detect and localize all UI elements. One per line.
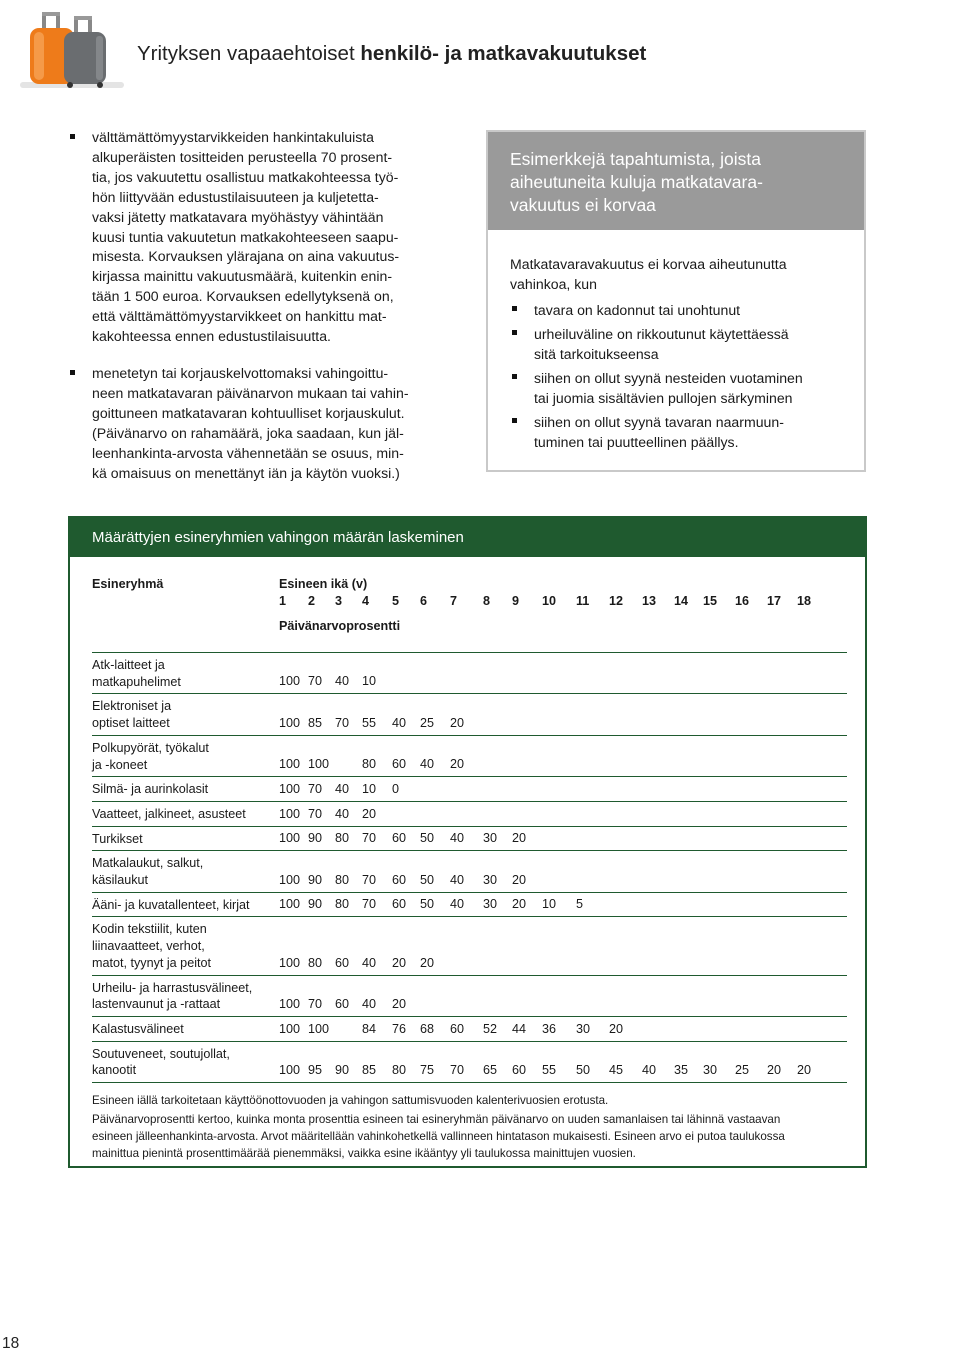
row-label-line: kanootit bbox=[92, 1063, 137, 1078]
row-label-line: ja -koneet bbox=[92, 757, 148, 772]
percent-cell: 70 bbox=[308, 781, 323, 796]
percent-cell: 25 bbox=[420, 715, 435, 730]
row-label bbox=[92, 777, 277, 801]
age-column-label: 9 bbox=[512, 594, 520, 608]
heading-line: Esimerkkejä tapahtumista, joista bbox=[510, 149, 761, 169]
age-column-label: 3 bbox=[335, 594, 343, 608]
text-line: goittuneen matkatavaran kohtuulliset korjauskulut. bbox=[92, 404, 405, 421]
percent-cell: 60 bbox=[335, 955, 350, 970]
percent-cell: 60 bbox=[392, 872, 407, 887]
text-line: että välttämättömyystarvikkeet on hankittu mat- bbox=[92, 308, 387, 325]
percent-cell: 60 bbox=[512, 1063, 527, 1078]
percent-cell: 90 bbox=[308, 872, 323, 887]
percent-cell: 90 bbox=[308, 897, 323, 912]
percent-cell: 40 bbox=[335, 806, 350, 821]
percent-cell: 10 bbox=[362, 674, 377, 689]
text-line: Matkatavaravakuutus ei korvaa aiheutunutta bbox=[510, 256, 787, 272]
percent-cell: 100 bbox=[279, 996, 301, 1011]
percent-cell: 20 bbox=[392, 996, 407, 1011]
row-label-line: Polkupyörät, työkalut bbox=[92, 740, 209, 755]
table-row bbox=[92, 801, 847, 826]
percent-cell: 100 bbox=[279, 831, 301, 846]
coverage-list bbox=[68, 128, 440, 483]
row-label bbox=[92, 736, 277, 776]
percent-cell: 90 bbox=[335, 1063, 350, 1078]
row-label bbox=[92, 1042, 277, 1082]
percent-cell: 40 bbox=[335, 781, 350, 796]
percent-cell: 100 bbox=[279, 757, 301, 772]
percent-cell: 20 bbox=[420, 955, 435, 970]
list-item bbox=[510, 324, 842, 364]
row-label bbox=[92, 802, 277, 826]
page-number: 18 bbox=[2, 1335, 20, 1352]
percent-cell: 76 bbox=[392, 1021, 407, 1036]
table-column-header bbox=[70, 557, 865, 653]
text-line: välttämättömyystarvikkeiden hankintakuluista bbox=[92, 129, 375, 145]
percent-cell: 40 bbox=[420, 757, 435, 772]
text-line: kä omaisuus on menettänyt iän ja käytön vuoksi.) bbox=[92, 464, 400, 481]
age-column-label: 5 bbox=[392, 594, 400, 608]
row-label-line: käsilaukut bbox=[92, 873, 149, 888]
table-rows bbox=[92, 652, 847, 1164]
list-item bbox=[68, 128, 440, 347]
exclusions-body bbox=[488, 230, 864, 452]
row-label bbox=[92, 694, 277, 734]
percent-cell: 100 bbox=[279, 781, 301, 796]
page-title-regular: Yrityksen vapaaehtoiset bbox=[137, 42, 361, 65]
percent-cell: 100 bbox=[279, 1063, 301, 1078]
row-label bbox=[92, 976, 277, 1016]
text-line: sitä tarkoitukseensa bbox=[534, 346, 659, 362]
age-column-label: 17 bbox=[767, 594, 782, 608]
percent-cell: 50 bbox=[420, 872, 435, 887]
percent-cell: 100 bbox=[308, 757, 330, 772]
percent-cell: 36 bbox=[542, 1021, 557, 1036]
percent-cell: 60 bbox=[392, 897, 407, 912]
row-label-line: lastenvaunut ja -rattaat bbox=[92, 997, 221, 1012]
age-column-label: 15 bbox=[703, 594, 718, 608]
percent-cell: 85 bbox=[308, 715, 323, 730]
percent-cell: 80 bbox=[392, 1063, 407, 1078]
table-row bbox=[92, 1041, 847, 1082]
row-label bbox=[92, 917, 277, 974]
percent-cell: 35 bbox=[674, 1063, 689, 1078]
percent-cell: 20 bbox=[797, 1063, 812, 1078]
percent-cell: 40 bbox=[335, 674, 350, 689]
percent-cell: 70 bbox=[362, 897, 377, 912]
age-column-label: 18 bbox=[797, 594, 812, 608]
percent-cell: 10 bbox=[362, 781, 377, 796]
percent-cell: 60 bbox=[450, 1021, 465, 1036]
exclusions-heading bbox=[488, 132, 864, 230]
row-label-line: Turkikset bbox=[92, 831, 143, 846]
table-row bbox=[92, 776, 847, 801]
percent-cell: 84 bbox=[362, 1021, 377, 1036]
row-label-line: Silmä- ja aurinkolasit bbox=[92, 782, 209, 797]
percent-cell: 60 bbox=[392, 831, 407, 846]
percent-cell: 68 bbox=[420, 1021, 435, 1036]
row-label-line: Matkalaukut, salkut, bbox=[92, 856, 204, 871]
text-line: siihen on ollut syynä nesteiden vuotaminen bbox=[534, 370, 803, 386]
text-line: (Päivänarvo on rahamäärä, joka saadaan, kun jäl- bbox=[92, 424, 404, 441]
list-item bbox=[510, 368, 842, 408]
luggage-icon bbox=[18, 6, 128, 90]
percent-cell: 52 bbox=[483, 1021, 498, 1036]
text-line: kirjassa mainittu vakuutusmäärä, kuitenkin enin- bbox=[92, 268, 393, 285]
percent-cell: 100 bbox=[279, 955, 301, 970]
percent-cell: 40 bbox=[362, 996, 377, 1011]
text-line: siihen on ollut syynä tavaran naarmuun- bbox=[534, 414, 784, 430]
percent-cell: 60 bbox=[392, 757, 407, 772]
age-column-label: 14 bbox=[674, 594, 689, 608]
row-label-line: Urheilu- ja harrastusvälineet, bbox=[92, 980, 253, 995]
percent-cell: 20 bbox=[609, 1021, 624, 1036]
percent-cell: 20 bbox=[450, 715, 465, 730]
heading-line: vakuutus ei korvaa bbox=[510, 195, 656, 215]
list-item bbox=[510, 300, 842, 320]
row-label-line: Vaatteet, jalkineet, asusteet bbox=[92, 806, 246, 821]
percent-cell: 40 bbox=[450, 872, 465, 887]
percent-cell: 45 bbox=[609, 1063, 624, 1078]
percent-cell: 55 bbox=[362, 715, 377, 730]
age-column-label: 4 bbox=[362, 594, 370, 608]
percent-cell: 20 bbox=[512, 831, 527, 846]
age-column-label: 12 bbox=[609, 594, 624, 608]
list-item bbox=[68, 364, 440, 483]
text-line: tään 1 500 euroa. Korvauksen edellytyksenä on, bbox=[92, 288, 394, 305]
row-label-line: Atk-laitteet ja bbox=[92, 658, 165, 672]
row-label-line: matot, tyynyt ja peitot bbox=[92, 955, 211, 970]
row-label bbox=[92, 893, 277, 917]
percent-cell: 70 bbox=[362, 872, 377, 887]
percent-cell: 40 bbox=[450, 897, 465, 912]
text-line: hön liittyvään edustustilaisuuteen ja kuljetetta- bbox=[92, 188, 379, 205]
percent-cell: 70 bbox=[362, 831, 377, 846]
table-row bbox=[92, 735, 847, 776]
row-label bbox=[92, 1017, 277, 1041]
row-label-line: liinavaatteet, verhot, bbox=[92, 939, 205, 954]
page-title bbox=[137, 42, 646, 66]
percent-cell: 100 bbox=[279, 897, 301, 912]
percent-cell: 90 bbox=[308, 831, 323, 846]
percent-cell: 30 bbox=[703, 1063, 718, 1078]
row-label-line: Ääni- ja kuvatallenteet, kirjat bbox=[92, 897, 250, 912]
text-line: tia, jos vakuutettu osallistuu matkakohteessa työ- bbox=[92, 168, 399, 185]
percent-cell: 80 bbox=[335, 831, 350, 846]
exclusions-box bbox=[486, 130, 866, 472]
percent-cell: 100 bbox=[279, 872, 301, 887]
percent-cell: 100 bbox=[279, 715, 301, 730]
percent-cell: 20 bbox=[512, 897, 527, 912]
row-label-line: Kalastusvälineet bbox=[92, 1021, 184, 1036]
footnote-line: esineen jälleenhankinta-arvosta. Arvot määritellään vahinkohetkellä vallinneen hintatason mukaisesti. Esineen arvo ei putoa taulukossa bbox=[92, 1130, 785, 1144]
text-line: tuminen tai puutteellinen päällys. bbox=[534, 434, 739, 450]
percent-cell: 50 bbox=[420, 831, 435, 846]
percent-cell: 95 bbox=[308, 1063, 323, 1078]
table-row bbox=[92, 916, 847, 974]
table-row bbox=[92, 975, 847, 1016]
text-line: kuusi tuntia vakuutetun matkakohteeseen saapu- bbox=[92, 228, 399, 245]
footnote bbox=[92, 1111, 847, 1162]
footnote bbox=[92, 1092, 847, 1109]
text-line: alkuperäisten tositteiden perusteella 70 prosent- bbox=[92, 148, 393, 165]
percent-cell: 75 bbox=[420, 1063, 435, 1078]
percent-cell: 20 bbox=[362, 806, 377, 821]
footnote-line: Päivänarvoprosentti kertoo, kuinka monta prosenttia esineen tai esineryhmän päivänarvo on uuden samanlaisen tai lähinnä vastaavan bbox=[92, 1113, 781, 1127]
table-row bbox=[92, 652, 847, 693]
text-line: vahinkoa, kun bbox=[510, 276, 597, 292]
table-row bbox=[92, 892, 847, 917]
percent-cell: 70 bbox=[308, 674, 323, 689]
column-header-age: Esineen ikä (v) bbox=[279, 577, 368, 591]
left-column bbox=[68, 128, 440, 500]
depreciation-table bbox=[68, 516, 867, 1168]
text-line: misesta. Korvauksen ylärajana on aina vakuutus- bbox=[92, 248, 400, 265]
percent-cell: 5 bbox=[576, 897, 584, 912]
row-label-line: Elektroniset ja bbox=[92, 699, 172, 714]
row-label bbox=[92, 827, 277, 851]
percent-cell: 80 bbox=[335, 872, 350, 887]
percent-cell: 70 bbox=[308, 996, 323, 1011]
percent-cell: 40 bbox=[450, 831, 465, 846]
text-line: vaksi jätetty matkatavara myöhästyy vähintään bbox=[92, 208, 384, 225]
age-column-label: 6 bbox=[420, 594, 428, 608]
age-column-label: 11 bbox=[576, 594, 590, 608]
age-column-label: 1 bbox=[279, 594, 287, 608]
text-line: urheiluväline on rikkoutunut käytettäessä bbox=[534, 326, 789, 342]
row-label bbox=[92, 653, 277, 693]
percent-cell: 80 bbox=[335, 897, 350, 912]
percent-cell: 100 bbox=[308, 1021, 330, 1036]
footnote-line: Esineen iällä tarkoitetaan käyttöönottovuoden ja vahingon sattumisvuoden kalenterivuosien erotusta. bbox=[92, 1094, 609, 1108]
page-title-bold: henkilö- ja matkavakuutukset bbox=[360, 42, 647, 65]
text-line: neen matkatavaran päivänarvon mukaan tai vahin- bbox=[92, 384, 409, 401]
percent-cell: 20 bbox=[767, 1063, 782, 1078]
table-title: Määrättyjen esineryhmien vahingon määrän laskeminen bbox=[70, 518, 865, 557]
percent-cell: 10 bbox=[542, 897, 557, 912]
percent-cell: 20 bbox=[512, 872, 527, 887]
exclusions-intro bbox=[510, 254, 842, 294]
list-item bbox=[510, 412, 842, 452]
percent-cell: 40 bbox=[392, 715, 407, 730]
percent-cell: 40 bbox=[362, 955, 377, 970]
table-footnotes bbox=[92, 1082, 847, 1162]
percent-cell: 25 bbox=[735, 1063, 750, 1078]
column-header-percent: Päivänarvoprosentti bbox=[279, 619, 401, 633]
table-row bbox=[92, 850, 847, 891]
percent-cell: 50 bbox=[420, 897, 435, 912]
percent-cell: 30 bbox=[483, 897, 498, 912]
percent-cell: 20 bbox=[450, 757, 465, 772]
age-column-label: 10 bbox=[542, 594, 557, 608]
percent-cell: 44 bbox=[512, 1021, 527, 1036]
percent-cell: 100 bbox=[279, 674, 301, 689]
heading-line: aiheutuneita kuluja matkatavara- bbox=[510, 172, 763, 192]
page-header bbox=[0, 0, 960, 100]
percent-cell: 30 bbox=[483, 831, 498, 846]
percent-cell: 70 bbox=[335, 715, 350, 730]
percent-cell: 50 bbox=[576, 1063, 591, 1078]
age-column-label: 16 bbox=[735, 594, 750, 608]
age-column-label: 13 bbox=[642, 594, 657, 608]
row-label-line: matkapuhelimet bbox=[92, 674, 181, 689]
age-column-label: 8 bbox=[483, 594, 491, 608]
table-row bbox=[92, 1016, 847, 1041]
percent-cell: 60 bbox=[335, 996, 350, 1011]
percent-cell: 0 bbox=[392, 781, 400, 796]
percent-cell: 100 bbox=[279, 1021, 301, 1036]
exclusions-list bbox=[510, 300, 842, 452]
percent-cell: 55 bbox=[542, 1063, 557, 1078]
age-column-label: 7 bbox=[450, 594, 458, 608]
text-line: leenhankinta-arvosta vähennetään se osuus, min- bbox=[92, 444, 404, 461]
table-row bbox=[92, 826, 847, 851]
percent-cell: 30 bbox=[483, 872, 498, 887]
row-label-line: Soutuveneet, soutujollat, bbox=[92, 1046, 230, 1061]
text-line: tai juomia sisältävien pullojen särkyminen bbox=[534, 390, 793, 406]
percent-cell: 30 bbox=[576, 1021, 591, 1036]
age-column-label: 2 bbox=[308, 594, 316, 608]
text-line: kakohteessa ennen edustustilaisuutta. bbox=[92, 328, 331, 345]
percent-cell: 80 bbox=[362, 757, 377, 772]
percent-cell: 80 bbox=[308, 955, 323, 970]
percent-cell: 70 bbox=[308, 806, 323, 821]
row-label bbox=[92, 851, 277, 891]
column-header-group: Esineryhmä bbox=[92, 577, 164, 591]
text-line: menetetyn tai korjauskelvottomaksi vahingoittu- bbox=[92, 364, 389, 381]
row-label-line: optiset laitteet bbox=[92, 716, 170, 731]
percent-cell: 85 bbox=[362, 1063, 377, 1078]
table-row bbox=[92, 693, 847, 734]
footnote-line: mainittua pienintä prosenttimäärää pienemmäksi, vaikka esine ikääntyy yli taulukossa mainittujen vuosien. bbox=[92, 1147, 636, 1161]
percent-cell: 20 bbox=[392, 955, 407, 970]
text-line: tavara on kadonnut tai unohtunut bbox=[534, 302, 741, 318]
percent-cell: 40 bbox=[642, 1063, 657, 1078]
percent-cell: 65 bbox=[483, 1063, 498, 1078]
percent-cell: 100 bbox=[279, 806, 301, 821]
row-label-line: Kodin tekstiilit, kuten bbox=[92, 922, 207, 937]
percent-cell: 70 bbox=[450, 1063, 465, 1078]
